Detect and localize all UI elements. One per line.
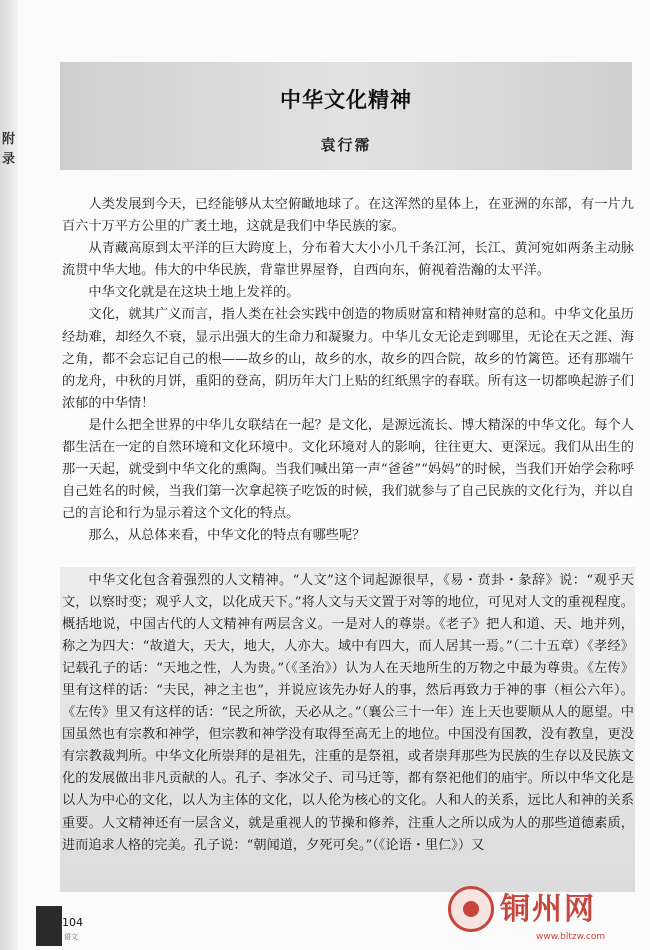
page-number: 104 xyxy=(62,916,83,929)
footer-mark xyxy=(36,906,62,946)
side-tab-char: 附 xyxy=(2,132,16,147)
watermark-logo-icon xyxy=(448,886,494,932)
paragraph: 人类发展到今天，已经能够从太空俯瞰地球了。在这浑然的星体上，在亚洲的东部，有一片九百六十万平方公里的广袤土地，这就是我们中华民族的家。 xyxy=(62,197,634,235)
article-title: 中华文化精神 xyxy=(280,88,412,112)
side-tab xyxy=(2,130,22,170)
article-body xyxy=(62,194,634,857)
paragraph: 中华文化包含着强烈的人文精神。“人文”这个词起源很早，《易・贲卦・彖辞》说：“观乎天文，以察时变；观乎人文，以化成天下。”将人文与天文置于对等的地位，可见对人文的重视程度。概括地说，中国古代的人文精神有两层含义。一是对人的尊崇。《老子》把人和道、天、地并列，称之为四大：“故道大，天大，地大，人亦大。域中有四大，而人居其一焉。”（二十五章）《孝经》记载孔子的话：“天地之性，人为贵。”（《圣治》）认为人在天地所生的万物之中最为尊贵。《左传》里有这样的话：“夫民，神之主也”，并说应该先办好人的事，然后再致力于神的事（桓公六年）。《左传》里又有这样的话：“民之所欲，天必从之。”（襄公三十一年）连上天也要顺从人的愿望。中国虽然也有宗教和神学，但宗教和神学没有取得至高无上的地位。中国没有国教，没有教皇，更没有宗教裁判所。中华文化所崇拜的是祖先，注重的是祭祖，或者崇拜那些为民族的生存以及民族文化的发展做出非凡贡献的人。孔子、李冰父子、司马迁等，都有祭祀他们的庙宇。所以中华文化是以人为中心的文化，以人为主体的文化，以人伦为核心的文化。人和人的关系，远比人和神的关系重要。人文精神还有一层含义，就是重视人的节操和修养，注重人之所以成为人的那些道德素质，进而追求人格的完美。孔子说：“朝闻道，夕死可矣。”（《论语・里仁》）又 xyxy=(62,572,634,853)
paragraph: 是什么把全世界的中华儿女联结在一起？是文化，是源远流长、博大精深的中华文化。每个人都生活在一定的自然环境和文化环境中。文化环境对人的影响，往往更大、更深远。我们从出生的那一天起，就受到中华文化的熏陶。当我们喊出第一声“爸爸”“妈妈”的时候，当我们开始学会称呼自己姓名的时候，当我们第一次拿起筷子吃饭的时候，我们就参与了自己民族的文化行为，并以自己的言论和行为显示着这个文化的特点。 xyxy=(62,417,634,522)
paragraph: 文化，就其广义而言，指人类在社会实践中创造的物质财富和精神财富的总和。中华文化虽历经劫难，却经久不衰，显示出强大的生命力和凝聚力。中华儿女无论走到哪里，无论在天之涯、海之角，都不会忘记自己的根——故乡的山，故乡的水，故乡的四合院，故乡的竹篱笆。还有那端午的龙舟，中秋的月饼，重阳的登高，阴历年大门上贴的红纸黑字的春联。所有这一切都唤起游子们浓郁的中华情！ xyxy=(62,307,634,411)
side-tab-char: 录 xyxy=(2,152,16,167)
paragraph: 中华文化就是在这块土地上发祥的。 xyxy=(88,285,300,301)
title-band xyxy=(60,62,632,170)
paragraph: 那么，从总体来看，中华文化的特点有哪些呢？ xyxy=(88,528,366,544)
article-author: 袁行霈 xyxy=(320,136,372,154)
page-subject: 语文 xyxy=(64,933,78,941)
watermark-brand: 铜州网 xyxy=(500,892,596,927)
paragraph: 从青藏高原到太平洋的巨大跨度上，分布着大大小小几千条江河，长江、黄河宛如两条主动脉流贯中华大地。伟大的中华民族，背靠世界屋脊，自西向东，俯视着浩瀚的太平洋。 xyxy=(62,241,634,279)
watermark-url: www.bltzw.com xyxy=(536,932,606,942)
